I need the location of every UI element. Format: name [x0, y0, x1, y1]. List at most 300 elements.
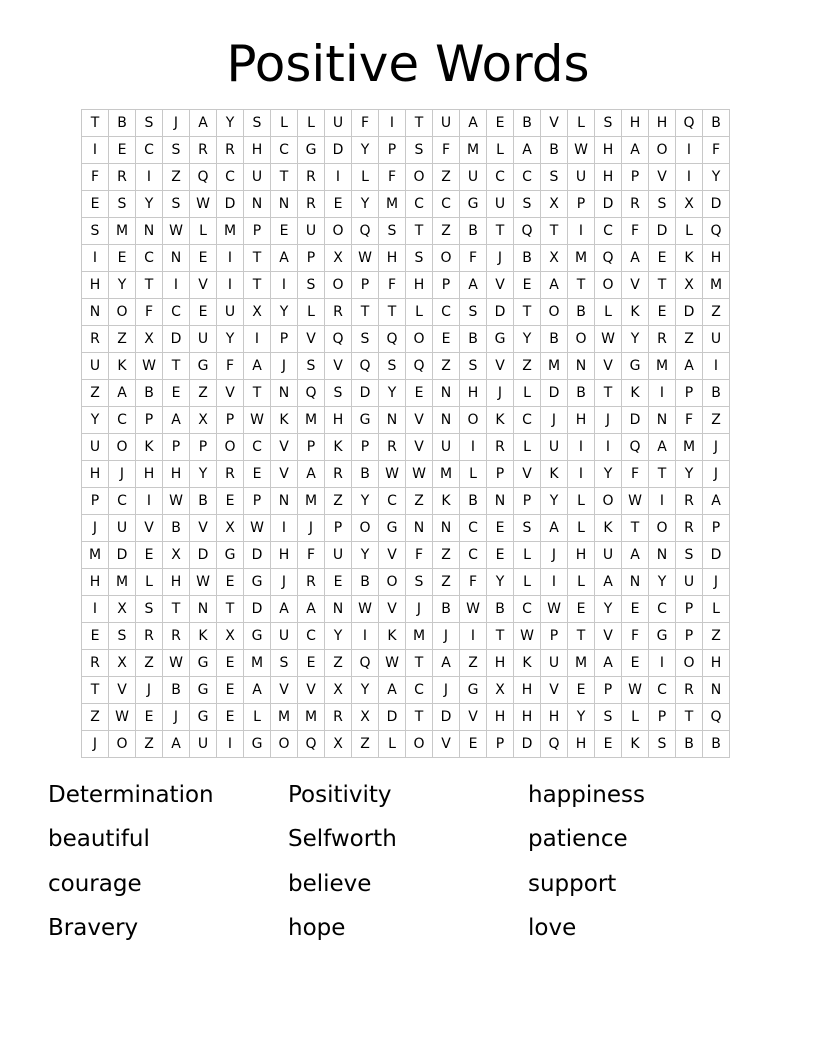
grid-cell: Z	[109, 326, 136, 353]
grid-cell: H	[271, 542, 298, 569]
grid-cell: P	[622, 164, 649, 191]
grid-cell: Y	[109, 272, 136, 299]
grid-cell: X	[190, 407, 217, 434]
grid-cell: U	[298, 218, 325, 245]
grid-cell: O	[568, 326, 595, 353]
grid-cell: Q	[703, 704, 730, 731]
grid-cell: V	[487, 272, 514, 299]
grid-cell: X	[163, 542, 190, 569]
grid-cell: Y	[352, 137, 379, 164]
grid-cell: O	[109, 299, 136, 326]
grid-cell: Y	[568, 704, 595, 731]
grid-cell: S	[595, 704, 622, 731]
grid-cell: W	[622, 677, 649, 704]
grid-cell: O	[433, 245, 460, 272]
grid-cell: Y	[217, 326, 244, 353]
grid-cell: E	[325, 191, 352, 218]
grid-cell: G	[244, 623, 271, 650]
grid-cell: T	[271, 164, 298, 191]
grid-cell: N	[433, 515, 460, 542]
grid-cell: Q	[325, 326, 352, 353]
grid-cell: C	[514, 164, 541, 191]
grid-cell: F	[379, 164, 406, 191]
grid-cell: Q	[622, 434, 649, 461]
grid-cell: E	[595, 731, 622, 758]
grid-cell: V	[433, 731, 460, 758]
grid-cell: G	[190, 353, 217, 380]
grid-cell: W	[595, 326, 622, 353]
grid-cell: M	[298, 704, 325, 731]
grid-cell: R	[379, 434, 406, 461]
grid-row	[82, 407, 730, 434]
grid-cell: Z	[703, 623, 730, 650]
grid-cell: W	[379, 650, 406, 677]
grid-cell: B	[433, 596, 460, 623]
grid-cell: K	[379, 623, 406, 650]
grid-cell: H	[568, 542, 595, 569]
grid-row	[82, 191, 730, 218]
grid-cell: O	[109, 731, 136, 758]
grid-row	[82, 110, 730, 137]
grid-cell: V	[514, 461, 541, 488]
grid-cell: W	[163, 488, 190, 515]
grid-cell: T	[406, 218, 433, 245]
grid-cell: Q	[352, 353, 379, 380]
grid-cell: J	[541, 407, 568, 434]
grid-cell: R	[487, 434, 514, 461]
grid-cell: P	[514, 488, 541, 515]
grid-cell: E	[217, 650, 244, 677]
grid-cell: F	[622, 461, 649, 488]
grid-cell: O	[271, 731, 298, 758]
grid-cell: O	[325, 272, 352, 299]
grid-cell: H	[568, 731, 595, 758]
grid-cell: L	[136, 569, 163, 596]
grid-cell: G	[379, 515, 406, 542]
grid-cell: J	[298, 515, 325, 542]
grid-cell: K	[541, 461, 568, 488]
grid-cell: T	[595, 380, 622, 407]
grid-cell: T	[163, 353, 190, 380]
grid-cell: A	[109, 380, 136, 407]
grid-cell: L	[568, 488, 595, 515]
grid-cell: G	[487, 326, 514, 353]
grid-cell: L	[568, 569, 595, 596]
grid-cell: R	[649, 326, 676, 353]
grid-cell: U	[433, 434, 460, 461]
grid-cell: K	[109, 353, 136, 380]
grid-cell: C	[595, 218, 622, 245]
grid-cell: I	[676, 137, 703, 164]
grid-cell: B	[703, 731, 730, 758]
grid-cell: G	[244, 731, 271, 758]
grid-cell: W	[541, 596, 568, 623]
grid-cell: K	[190, 623, 217, 650]
grid-cell: K	[325, 434, 352, 461]
grid-cell: J	[541, 542, 568, 569]
grid-cell: C	[433, 299, 460, 326]
grid-cell: H	[487, 704, 514, 731]
grid-cell: W	[352, 245, 379, 272]
grid-cell: L	[514, 542, 541, 569]
grid-cell: W	[622, 488, 649, 515]
grid-cell: T	[541, 218, 568, 245]
grid-cell: E	[487, 515, 514, 542]
grid-cell: L	[514, 380, 541, 407]
grid-cell: N	[244, 191, 271, 218]
grid-cell: B	[487, 596, 514, 623]
grid-cell: Z	[460, 650, 487, 677]
grid-cell: B	[460, 218, 487, 245]
grid-cell: F	[217, 353, 244, 380]
grid-cell: C	[433, 191, 460, 218]
grid-cell: B	[109, 110, 136, 137]
grid-cell: V	[271, 461, 298, 488]
grid-cell: J	[82, 515, 109, 542]
grid-cell: A	[676, 353, 703, 380]
grid-cell: N	[622, 569, 649, 596]
grid-cell: I	[649, 650, 676, 677]
grid-cell: A	[379, 677, 406, 704]
grid-cell: Z	[406, 488, 433, 515]
grid-cell: K	[622, 731, 649, 758]
grid-cell: C	[460, 515, 487, 542]
grid-cell: W	[244, 515, 271, 542]
grid-cell: V	[406, 434, 433, 461]
grid-cell: G	[244, 569, 271, 596]
grid-cell: M	[406, 623, 433, 650]
grid-cell: U	[82, 353, 109, 380]
grid-cell: N	[703, 677, 730, 704]
grid-cell: E	[271, 218, 298, 245]
grid-cell: B	[352, 461, 379, 488]
grid-cell: V	[109, 677, 136, 704]
grid-cell: Q	[541, 731, 568, 758]
grid-cell: V	[190, 515, 217, 542]
grid-cell: A	[271, 245, 298, 272]
grid-cell: R	[190, 137, 217, 164]
word-list-item: courage	[48, 871, 142, 897]
grid-cell: U	[190, 731, 217, 758]
grid-cell: G	[460, 677, 487, 704]
grid-cell: Q	[190, 164, 217, 191]
grid-cell: T	[487, 623, 514, 650]
grid-cell: O	[352, 515, 379, 542]
grid-cell: L	[703, 596, 730, 623]
grid-cell: P	[649, 704, 676, 731]
grid-cell: R	[82, 650, 109, 677]
grid-cell: R	[163, 623, 190, 650]
grid-cell: T	[649, 272, 676, 299]
grid-cell: C	[109, 488, 136, 515]
grid-cell: A	[298, 461, 325, 488]
grid-cell: O	[109, 434, 136, 461]
grid-cell: F	[460, 569, 487, 596]
grid-cell: J	[163, 110, 190, 137]
grid-cell: L	[595, 299, 622, 326]
grid-cell: V	[379, 542, 406, 569]
grid-cell: C	[244, 434, 271, 461]
grid-cell: V	[190, 272, 217, 299]
grid-cell: R	[217, 137, 244, 164]
grid-cell: P	[676, 623, 703, 650]
grid-cell: N	[433, 380, 460, 407]
grid-cell: L	[460, 461, 487, 488]
grid-cell: U	[325, 542, 352, 569]
grid-row	[82, 326, 730, 353]
grid-cell: H	[487, 650, 514, 677]
grid-cell: I	[352, 623, 379, 650]
grid-cell: K	[136, 434, 163, 461]
grid-cell: S	[109, 623, 136, 650]
grid-cell: E	[568, 677, 595, 704]
grid-cell: M	[244, 650, 271, 677]
grid-cell: Z	[136, 731, 163, 758]
grid-cell: V	[217, 380, 244, 407]
grid-cell: Q	[298, 380, 325, 407]
grid-cell: A	[244, 353, 271, 380]
grid-cell: E	[514, 272, 541, 299]
grid-cell: C	[487, 164, 514, 191]
word-list-item: Determination	[48, 782, 214, 808]
grid-cell: B	[703, 380, 730, 407]
word-list-item: beautiful	[48, 826, 150, 852]
grid-cell: J	[406, 596, 433, 623]
grid-cell: U	[568, 164, 595, 191]
grid-cell: D	[703, 191, 730, 218]
grid-cell: G	[298, 137, 325, 164]
grid-cell: S	[676, 542, 703, 569]
grid-cell: A	[622, 137, 649, 164]
grid-cell: Z	[433, 569, 460, 596]
grid-cell: N	[487, 488, 514, 515]
grid-cell: U	[109, 515, 136, 542]
grid-cell: H	[541, 704, 568, 731]
grid-cell: I	[568, 461, 595, 488]
grid-cell: U	[271, 623, 298, 650]
grid-cell: N	[433, 407, 460, 434]
grid-cell: D	[649, 218, 676, 245]
grid-cell: R	[298, 569, 325, 596]
grid-row	[82, 353, 730, 380]
grid-cell: G	[649, 623, 676, 650]
grid-cell: J	[271, 353, 298, 380]
grid-cell: P	[676, 596, 703, 623]
grid-cell: H	[568, 407, 595, 434]
grid-cell: I	[649, 380, 676, 407]
grid-cell: I	[136, 488, 163, 515]
grid-cell: Z	[82, 704, 109, 731]
grid-cell: I	[163, 272, 190, 299]
grid-cell: S	[406, 245, 433, 272]
grid-cell: S	[541, 164, 568, 191]
grid-cell: E	[649, 245, 676, 272]
grid-cell: Z	[325, 488, 352, 515]
grid-cell: U	[541, 650, 568, 677]
grid-cell: S	[460, 353, 487, 380]
grid-cell: X	[109, 596, 136, 623]
grid-cell: G	[622, 353, 649, 380]
grid-cell: B	[514, 110, 541, 137]
grid-cell: C	[217, 164, 244, 191]
grid-cell: D	[487, 299, 514, 326]
grid-cell: S	[379, 353, 406, 380]
grid-cell: P	[217, 407, 244, 434]
grid-cell: R	[676, 677, 703, 704]
grid-cell: D	[703, 542, 730, 569]
grid-cell: V	[460, 704, 487, 731]
grid-cell: L	[406, 299, 433, 326]
grid-cell: S	[82, 218, 109, 245]
grid-cell: P	[244, 218, 271, 245]
grid-cell: D	[163, 326, 190, 353]
grid-cell: M	[271, 704, 298, 731]
word-list-item: Positivity	[288, 782, 392, 808]
grid-cell: F	[379, 272, 406, 299]
grid-cell: V	[541, 110, 568, 137]
word-list-item: Selfworth	[288, 826, 397, 852]
grid-cell: Z	[433, 542, 460, 569]
grid-cell: V	[541, 677, 568, 704]
grid-cell: E	[622, 596, 649, 623]
grid-cell: L	[190, 218, 217, 245]
grid-cell: E	[82, 191, 109, 218]
grid-cell: E	[217, 488, 244, 515]
grid-cell: A	[595, 650, 622, 677]
grid-cell: A	[649, 434, 676, 461]
grid-cell: E	[433, 326, 460, 353]
grid-cell: C	[136, 245, 163, 272]
grid-cell: Y	[676, 461, 703, 488]
grid-cell: F	[352, 110, 379, 137]
grid-cell: A	[541, 272, 568, 299]
grid-cell: I	[136, 164, 163, 191]
grid-cell: Z	[514, 353, 541, 380]
grid-cell: F	[406, 542, 433, 569]
grid-row	[82, 380, 730, 407]
grid-cell: S	[109, 191, 136, 218]
grid-cell: U	[325, 110, 352, 137]
grid-cell: B	[676, 731, 703, 758]
grid-cell: J	[487, 245, 514, 272]
grid-cell: C	[379, 488, 406, 515]
grid-cell: R	[622, 191, 649, 218]
grid-cell: O	[676, 650, 703, 677]
grid-cell: V	[649, 164, 676, 191]
grid-cell: X	[136, 326, 163, 353]
grid-cell: W	[514, 623, 541, 650]
grid-cell: V	[136, 515, 163, 542]
grid-cell: B	[136, 380, 163, 407]
grid-cell: V	[595, 353, 622, 380]
grid-cell: U	[541, 434, 568, 461]
grid-cell: U	[82, 434, 109, 461]
grid-cell: N	[325, 596, 352, 623]
grid-cell: U	[190, 326, 217, 353]
grid-cell: A	[514, 137, 541, 164]
grid-cell: S	[406, 569, 433, 596]
grid-cell: P	[541, 623, 568, 650]
grid-cell: W	[190, 569, 217, 596]
grid-cell: Y	[622, 326, 649, 353]
grid-cell: K	[271, 407, 298, 434]
grid-cell: S	[649, 191, 676, 218]
grid-cell: W	[460, 596, 487, 623]
grid-cell: A	[460, 110, 487, 137]
grid-cell: E	[190, 299, 217, 326]
grid-cell: B	[460, 326, 487, 353]
grid-cell: Q	[352, 650, 379, 677]
grid-cell: Q	[676, 110, 703, 137]
grid-cell: D	[541, 380, 568, 407]
grid-cell: O	[325, 218, 352, 245]
grid-cell: H	[163, 461, 190, 488]
grid-cell: P	[298, 245, 325, 272]
grid-cell: H	[460, 380, 487, 407]
grid-cell: L	[298, 299, 325, 326]
grid-cell: T	[379, 299, 406, 326]
grid-cell: I	[460, 623, 487, 650]
grid-cell: C	[406, 677, 433, 704]
grid-cell: Y	[217, 110, 244, 137]
grid-cell: I	[568, 218, 595, 245]
grid-cell: M	[433, 461, 460, 488]
grid-cell: E	[82, 623, 109, 650]
grid-cell: M	[298, 407, 325, 434]
grid-cell: B	[541, 326, 568, 353]
grid-cell: T	[136, 272, 163, 299]
grid-cell: M	[541, 353, 568, 380]
grid-cell: C	[460, 542, 487, 569]
grid-cell: L	[676, 218, 703, 245]
grid-cell: J	[136, 677, 163, 704]
word-search-grid	[81, 109, 730, 758]
grid-cell: S	[163, 137, 190, 164]
grid-row	[82, 461, 730, 488]
grid-cell: R	[82, 326, 109, 353]
grid-cell: K	[595, 515, 622, 542]
grid-cell: K	[514, 650, 541, 677]
grid-cell: J	[433, 623, 460, 650]
word-list-item: hope	[288, 915, 346, 941]
grid-cell: N	[649, 542, 676, 569]
grid-cell: K	[622, 299, 649, 326]
grid-cell: V	[271, 677, 298, 704]
grid-cell: D	[352, 380, 379, 407]
grid-cell: M	[82, 542, 109, 569]
grid-cell: B	[703, 110, 730, 137]
grid-cell: D	[325, 137, 352, 164]
grid-cell: A	[622, 542, 649, 569]
grid-cell: V	[379, 596, 406, 623]
grid-cell: N	[82, 299, 109, 326]
grid-cell: E	[190, 245, 217, 272]
grid-cell: O	[406, 326, 433, 353]
grid-cell: U	[595, 542, 622, 569]
grid-cell: T	[622, 515, 649, 542]
grid-cell: Y	[352, 488, 379, 515]
grid-cell: T	[649, 461, 676, 488]
grid-cell: H	[406, 272, 433, 299]
grid-body	[82, 110, 730, 758]
grid-cell: R	[109, 164, 136, 191]
grid-cell: P	[352, 434, 379, 461]
grid-cell: D	[514, 731, 541, 758]
grid-cell: J	[82, 731, 109, 758]
grid-cell: W	[163, 650, 190, 677]
grid-cell: Y	[136, 191, 163, 218]
grid-cell: I	[82, 137, 109, 164]
